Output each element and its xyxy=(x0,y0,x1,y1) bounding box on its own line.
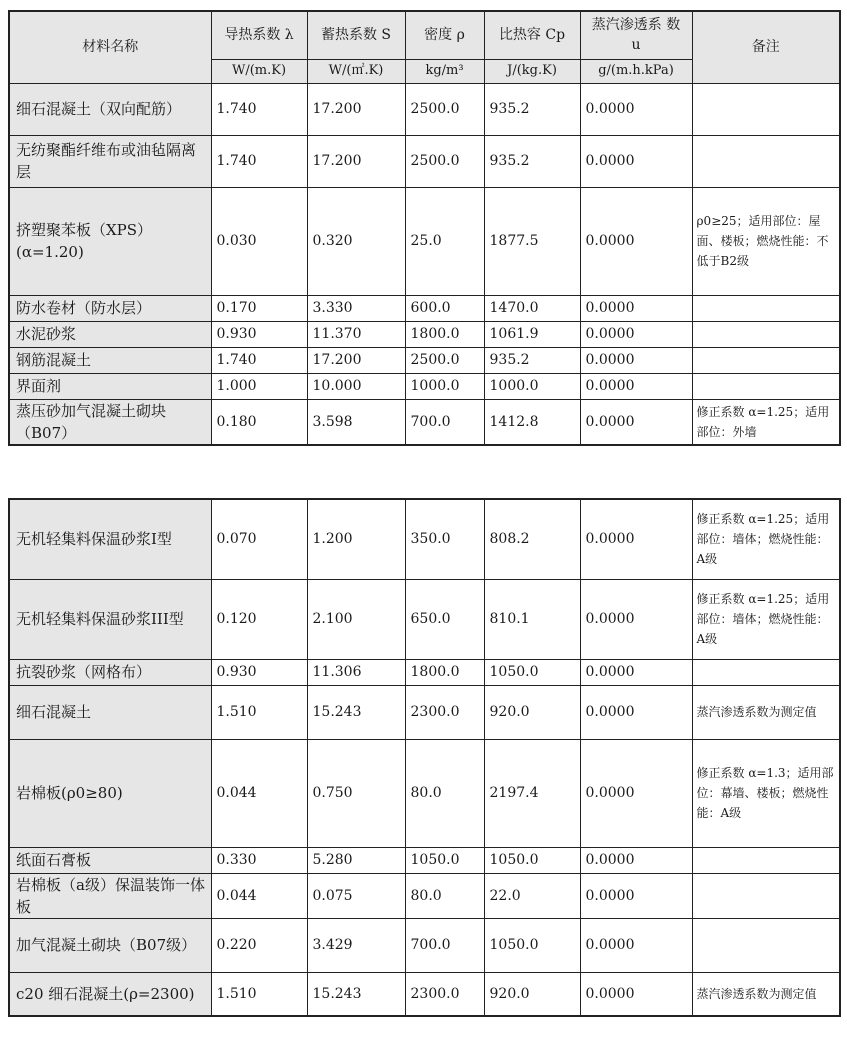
cell-note xyxy=(692,347,840,373)
cell-s: 17.200 xyxy=(307,135,405,187)
cell-u: 0.0000 xyxy=(580,499,692,579)
cell-rho: 2300.0 xyxy=(405,685,484,739)
table-row xyxy=(9,873,840,918)
cell-cp: 808.2 xyxy=(484,499,580,579)
cell-u: 0.0000 xyxy=(580,321,692,347)
cell-rho: 1000.0 xyxy=(405,373,484,399)
cell-lambda: 1.510 xyxy=(211,685,307,739)
cell-cp: 22.0 xyxy=(484,873,580,918)
unit-rho: kg/m³ xyxy=(405,59,484,83)
cell-rho: 700.0 xyxy=(405,399,484,445)
cell-note xyxy=(692,83,840,135)
cell-lambda: 1.740 xyxy=(211,135,307,187)
table-row xyxy=(9,399,840,445)
cell-rho: 600.0 xyxy=(405,295,484,321)
cell-lambda: 0.930 xyxy=(211,659,307,685)
header-row xyxy=(9,11,840,59)
table-row xyxy=(9,739,840,847)
cell-lambda: 0.170 xyxy=(211,295,307,321)
cell-name: 纸面石膏板 xyxy=(9,847,211,873)
table-row xyxy=(9,685,840,739)
cell-cp: 1061.9 xyxy=(484,321,580,347)
cell-u: 0.0000 xyxy=(580,685,692,739)
cell-rho: 1800.0 xyxy=(405,659,484,685)
cell-u: 0.0000 xyxy=(580,83,692,135)
cell-u: 0.0000 xyxy=(580,373,692,399)
cell-cp: 1050.0 xyxy=(484,659,580,685)
cell-note: 修正系数 α=1.25；适用部位：外墙 xyxy=(692,399,840,445)
cell-rho: 2300.0 xyxy=(405,972,484,1016)
cell-s: 2.100 xyxy=(307,579,405,659)
cell-s: 10.000 xyxy=(307,373,405,399)
cell-u: 0.0000 xyxy=(580,347,692,373)
cell-note: 蒸汽渗透系数为测定值 xyxy=(692,685,840,739)
cell-u: 0.0000 xyxy=(580,399,692,445)
cell-s: 3.598 xyxy=(307,399,405,445)
cell-cp: 2197.4 xyxy=(484,739,580,847)
cell-cp: 935.2 xyxy=(484,135,580,187)
cell-cp: 810.1 xyxy=(484,579,580,659)
header-rho: 密度 ρ xyxy=(405,11,484,59)
cell-name: 水泥砂浆 xyxy=(9,321,211,347)
cell-rho: 25.0 xyxy=(405,187,484,295)
cell-cp: 1470.0 xyxy=(484,295,580,321)
cell-u: 0.0000 xyxy=(580,918,692,972)
table-row xyxy=(9,579,840,659)
cell-name: 抗裂砂浆（网格布） xyxy=(9,659,211,685)
cell-rho: 80.0 xyxy=(405,873,484,918)
cell-lambda: 0.930 xyxy=(211,321,307,347)
cell-s: 3.330 xyxy=(307,295,405,321)
cell-lambda: 0.070 xyxy=(211,499,307,579)
cell-s: 17.200 xyxy=(307,347,405,373)
cell-s: 15.243 xyxy=(307,972,405,1016)
cell-rho: 1800.0 xyxy=(405,321,484,347)
cell-u: 0.0000 xyxy=(580,873,692,918)
cell-rho: 700.0 xyxy=(405,918,484,972)
cell-s: 15.243 xyxy=(307,685,405,739)
unit-lambda: W/(m.K) xyxy=(211,59,307,83)
table-row xyxy=(9,847,840,873)
cell-u: 0.0000 xyxy=(580,847,692,873)
cell-u: 0.0000 xyxy=(580,135,692,187)
cell-s: 17.200 xyxy=(307,83,405,135)
cell-cp: 935.2 xyxy=(484,347,580,373)
cell-cp: 1412.8 xyxy=(484,399,580,445)
cell-lambda: 1.000 xyxy=(211,373,307,399)
table-row xyxy=(9,83,840,135)
cell-name: 防水卷材（防水层） xyxy=(9,295,211,321)
cell-cp: 1877.5 xyxy=(484,187,580,295)
cell-note xyxy=(692,873,840,918)
cell-s: 11.370 xyxy=(307,321,405,347)
table-row xyxy=(9,499,840,579)
cell-s: 0.320 xyxy=(307,187,405,295)
cell-rho: 350.0 xyxy=(405,499,484,579)
cell-name: 细石混凝土（双向配筋） xyxy=(9,83,211,135)
cell-rho: 2500.0 xyxy=(405,347,484,373)
unit-cp: J/(kg.K) xyxy=(484,59,580,83)
header-cp: 比热容 Cp xyxy=(484,11,580,59)
cell-name: 挤塑聚苯板（XPS）(α=1.20) xyxy=(9,187,211,295)
cell-note xyxy=(692,135,840,187)
cell-s: 3.429 xyxy=(307,918,405,972)
cell-s: 0.750 xyxy=(307,739,405,847)
cell-note xyxy=(692,373,840,399)
cell-u: 0.0000 xyxy=(580,972,692,1016)
cell-name: c20 细石混凝土(ρ=2300) xyxy=(9,972,211,1016)
cell-rho: 650.0 xyxy=(405,579,484,659)
cell-note: 蒸汽渗透系数为测定值 xyxy=(692,972,840,1016)
cell-rho: 2500.0 xyxy=(405,83,484,135)
cell-cp: 935.2 xyxy=(484,83,580,135)
table-row xyxy=(9,347,840,373)
cell-lambda: 0.330 xyxy=(211,847,307,873)
material-table-1 xyxy=(8,10,841,446)
cell-cp: 1050.0 xyxy=(484,847,580,873)
cell-s: 11.306 xyxy=(307,659,405,685)
cell-name: 岩棉板（a级）保温装饰一体板 xyxy=(9,873,211,918)
cell-u: 0.0000 xyxy=(580,579,692,659)
cell-s: 5.280 xyxy=(307,847,405,873)
cell-lambda: 1.510 xyxy=(211,972,307,1016)
cell-lambda: 0.180 xyxy=(211,399,307,445)
table-2-body xyxy=(9,499,840,1016)
table-row xyxy=(9,295,840,321)
cell-rho: 1050.0 xyxy=(405,847,484,873)
cell-lambda: 1.740 xyxy=(211,83,307,135)
table-row xyxy=(9,373,840,399)
cell-note xyxy=(692,847,840,873)
cell-name: 蒸压砂加气混凝土砌块（B07） xyxy=(9,399,211,445)
cell-lambda: 0.044 xyxy=(211,739,307,847)
header-name: 材料名称 xyxy=(9,11,211,83)
cell-note: 修正系数 α=1.25；适用部位：墙体；燃烧性能：A级 xyxy=(692,579,840,659)
cell-note: 修正系数 α=1.3；适用部位：幕墙、楼板；燃烧性能：A级 xyxy=(692,739,840,847)
cell-name: 加气混凝土砌块（B07级） xyxy=(9,918,211,972)
cell-name: 无机轻集料保温砂浆III型 xyxy=(9,579,211,659)
cell-lambda: 0.030 xyxy=(211,187,307,295)
cell-lambda: 0.120 xyxy=(211,579,307,659)
cell-name: 钢筋混凝土 xyxy=(9,347,211,373)
header-note: 备注 xyxy=(692,11,840,83)
cell-rho: 2500.0 xyxy=(405,135,484,187)
cell-note xyxy=(692,918,840,972)
cell-lambda: 0.044 xyxy=(211,873,307,918)
material-table-2 xyxy=(8,498,841,1017)
cell-note xyxy=(692,659,840,685)
table-row xyxy=(9,659,840,685)
header-lambda: 导热系数 λ xyxy=(211,11,307,59)
cell-cp: 1000.0 xyxy=(484,373,580,399)
cell-cp: 920.0 xyxy=(484,972,580,1016)
table-row xyxy=(9,321,840,347)
cell-note xyxy=(692,321,840,347)
cell-lambda: 0.220 xyxy=(211,918,307,972)
cell-name: 无纺聚酯纤维布或油毡隔离层 xyxy=(9,135,211,187)
cell-name: 界面剂 xyxy=(9,373,211,399)
cell-name: 无机轻集料保温砂浆I型 xyxy=(9,499,211,579)
cell-u: 0.0000 xyxy=(580,739,692,847)
unit-s: W/(㎡.K) xyxy=(307,59,405,83)
table-row xyxy=(9,187,840,295)
cell-cp: 920.0 xyxy=(484,685,580,739)
cell-cp: 1050.0 xyxy=(484,918,580,972)
cell-u: 0.0000 xyxy=(580,187,692,295)
table-row xyxy=(9,972,840,1016)
header-u: 蒸汽渗透系 数 u xyxy=(580,11,692,59)
cell-name: 岩棉板(ρ0≥80) xyxy=(9,739,211,847)
table-row xyxy=(9,135,840,187)
cell-note: ρ0≥25；适用部位：屋面、楼板；燃烧性能：不低于B2级 xyxy=(692,187,840,295)
cell-rho: 80.0 xyxy=(405,739,484,847)
cell-lambda: 1.740 xyxy=(211,347,307,373)
cell-u: 0.0000 xyxy=(580,659,692,685)
cell-s: 0.075 xyxy=(307,873,405,918)
header-s: 蓄热系数 S xyxy=(307,11,405,59)
cell-note: 修正系数 α=1.25；适用部位：墙体；燃烧性能：A级 xyxy=(692,499,840,579)
cell-note xyxy=(692,295,840,321)
cell-s: 1.200 xyxy=(307,499,405,579)
unit-u: g/(m.h.kPa) xyxy=(580,59,692,83)
cell-u: 0.0000 xyxy=(580,295,692,321)
cell-name: 细石混凝土 xyxy=(9,685,211,739)
table-1-body xyxy=(9,83,840,445)
table-row xyxy=(9,918,840,972)
